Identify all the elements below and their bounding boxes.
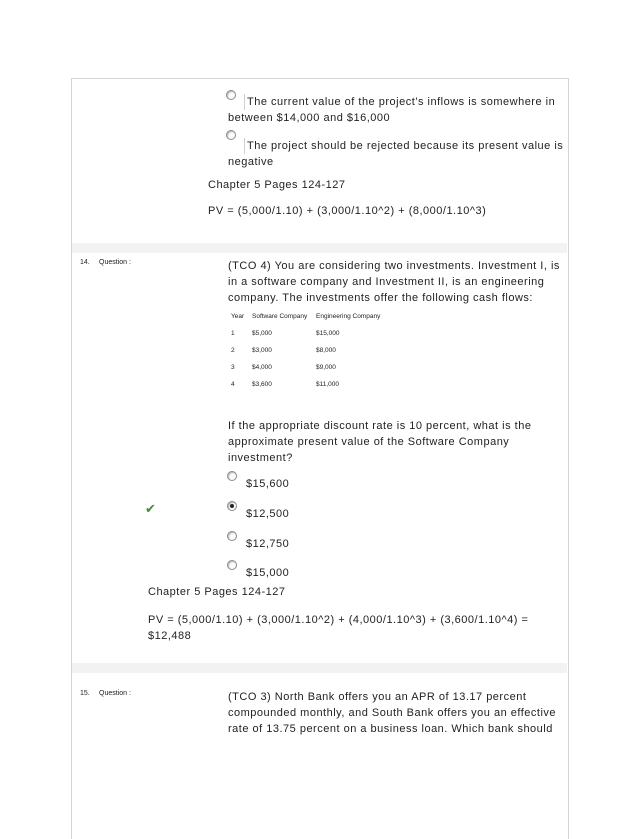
table-cell: $9,000 bbox=[316, 364, 336, 371]
table-header-row bbox=[231, 313, 380, 330]
q13-option-2-radio[interactable] bbox=[226, 130, 236, 140]
q14-option-1-text: $15,600 bbox=[246, 478, 290, 490]
table-cell: 2 bbox=[231, 347, 235, 354]
q14-option-4-text: $15,000 bbox=[246, 567, 290, 579]
cash-flow-table bbox=[231, 313, 380, 398]
q14-option-3-text: $12,750 bbox=[246, 538, 290, 550]
table-cell: $4,000 bbox=[252, 364, 272, 371]
table-cell: 3 bbox=[231, 364, 235, 371]
table-row bbox=[231, 330, 380, 347]
table-row bbox=[231, 347, 380, 364]
q14-question: If the appropriate discount rate is 10 percent, what is the approximate present value of the Software Company investment? bbox=[228, 420, 532, 464]
question-divider bbox=[72, 243, 567, 253]
correct-check-icon: ✔ bbox=[145, 501, 156, 516]
table-cell: 4 bbox=[231, 381, 235, 388]
q13-option-1-radio[interactable] bbox=[226, 90, 236, 100]
table-cell: $15,000 bbox=[316, 330, 340, 337]
q14-option-2-text: $12,500 bbox=[246, 508, 290, 520]
q14-option-3-radio[interactable] bbox=[227, 531, 237, 541]
table-cell: $11,000 bbox=[316, 381, 340, 388]
table-header: Engineering Company bbox=[316, 313, 381, 320]
q14-option-1-radio[interactable] bbox=[227, 471, 237, 481]
table-cell: 1 bbox=[231, 330, 235, 337]
q15-prompt: (TCO 3) North Bank offers you an APR of 13.17 percent compounded monthly, and South Bank offers you an effective rate of 13.75 percent on a business loan. Which bank should bbox=[228, 691, 557, 735]
q13-reference: Chapter 5 Pages 124-127 bbox=[208, 179, 346, 191]
q14-prompt: (TCO 4) You are considering two investments. Investment I, is in a software company and Investment II, is an engineering company. The investments offer the following cash flows: bbox=[228, 260, 560, 304]
q13-option-1-text-cont: between $14,000 and $16,000 bbox=[228, 112, 391, 124]
table-cell: $8,000 bbox=[316, 347, 336, 354]
q13-option-1-text: The current value of the project’s inflows is somewhere in bbox=[244, 94, 567, 110]
q13-formula: PV = (5,000/1.10) + (3,000/1.10^2) + (8,000/1.10^3) bbox=[208, 205, 487, 217]
q13-option-2-text-cont: negative bbox=[228, 156, 274, 168]
q14-formula: PV = (5,000/1.10) + (3,000/1.10^2) + (4,000/1.10^3) + (3,600/1.10^4) = $12,488 bbox=[148, 614, 529, 642]
question-divider bbox=[72, 663, 567, 673]
q14-reference: Chapter 5 Pages 124-127 bbox=[148, 586, 286, 598]
table-header: Year bbox=[231, 313, 245, 320]
table-row bbox=[231, 381, 380, 398]
question-number: 14. bbox=[80, 259, 90, 266]
question-number: 15. bbox=[80, 690, 90, 697]
table-row bbox=[231, 364, 380, 381]
table-cell: $5,000 bbox=[252, 330, 272, 337]
table-header: Software Company bbox=[252, 313, 308, 320]
q14-option-2-radio[interactable] bbox=[227, 501, 237, 511]
q14-option-4-radio[interactable] bbox=[227, 560, 237, 570]
q13-option-2-text: The project should be rejected because its present value is bbox=[244, 138, 567, 154]
question-label: Question : bbox=[99, 690, 131, 697]
table-cell: $3,000 bbox=[252, 347, 272, 354]
table-cell: $3,600 bbox=[252, 381, 272, 388]
question-label: Question : bbox=[99, 259, 131, 266]
